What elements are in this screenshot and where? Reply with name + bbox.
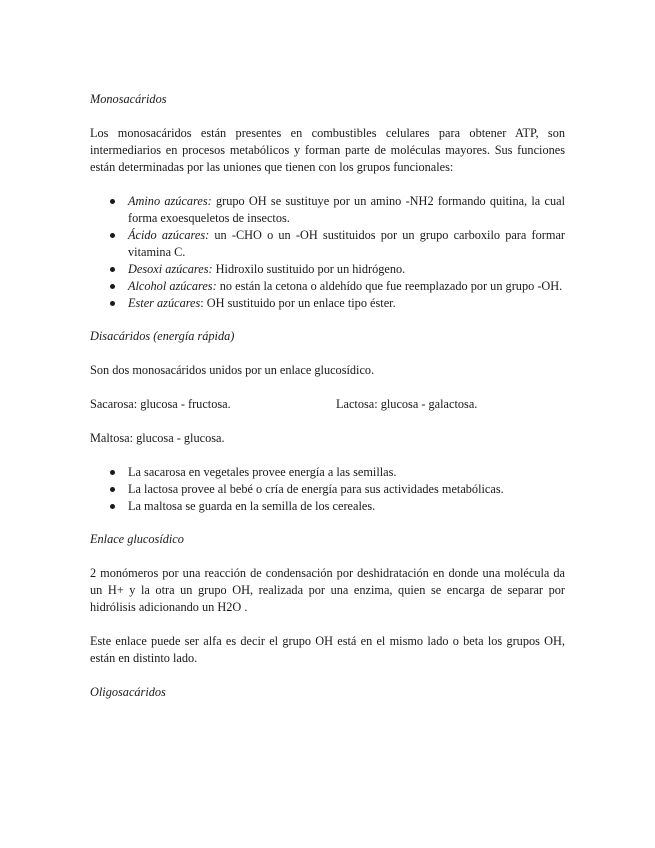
list-item-term: Ácido azúcares:: [128, 228, 215, 242]
document-page: [90, 91, 565, 701]
list-item-term: Alcohol azúcares:: [128, 279, 220, 293]
monosacaridos-intro: Los monosacáridos están presentes en combustibles celulares para obtener ATP, son intermediarios en procesos metabólicos y forman parte de moléculas mayores. Sus funciones están determinadas por las uniones que tienen con los grupos funcionales:: [90, 126, 565, 174]
maltosa-text: Maltosa: glucosa - glucosa.: [90, 431, 225, 445]
list-item: [128, 295, 565, 312]
oligosacaridos-heading: Oligosacáridos: [90, 685, 166, 699]
list-item-term: Amino azúcares:: [128, 194, 212, 208]
disacaridos-pair-row: [90, 396, 565, 413]
list-item: La sacarosa en vegetales provee energía a las semillas.: [128, 464, 565, 481]
list-item: [128, 193, 565, 227]
list-item-text: Hidroxilo sustituido por un hidrógeno.: [212, 262, 406, 276]
list-item-text: grupo OH se sustituye por un amino -NH2 formando quitina, la cual forma exoesqueletos de insectos.: [128, 194, 565, 225]
monosacaridos-list: [90, 193, 565, 312]
enlace-paragraph-1: 2 monómeros por una reacción de condensación por deshidratación en donde una molécula da un H+ y la otra un grupo OH, realizada por una enzima, quien se encarga de separar por hidrólisis adicionando un H2O .: [90, 566, 565, 614]
list-item: La lactosa provee al bebé o cría de energía para sus actividades metabólicas.: [128, 481, 565, 498]
disacaridos-list: [90, 464, 565, 515]
disacaridos-intro: Son dos monosacáridos unidos por un enlace glucosídico.: [90, 363, 375, 377]
enlace-heading: Enlace glucosídico: [90, 532, 184, 546]
list-item-term: Desoxi azúcares:: [128, 262, 213, 276]
lactosa-text: Lactosa: glucosa - galactosa.: [336, 397, 478, 411]
list-item-text: no están la cetona o aldehído que fue reemplazado por un grupo -OH.: [219, 279, 563, 293]
list-item: [128, 227, 565, 261]
list-item: [128, 278, 565, 295]
list-item-text: un -CHO o un -OH sustituidos por un grupo carboxilo para formar vitamina C.: [128, 228, 565, 259]
list-item: La maltosa se guarda en la semilla de los cereales.: [128, 498, 565, 515]
list-item-text: : OH sustituido por un enlace tipo éster.: [200, 296, 396, 310]
list-item: [128, 261, 565, 278]
disacaridos-heading: Disacáridos (energía rápida): [90, 329, 235, 343]
list-item-term: Ester azúcares: [128, 296, 201, 310]
enlace-paragraph-2: Este enlace puede ser alfa es decir el grupo OH está en el mismo lado o beta los grupos OH, están en distinto lado.: [90, 634, 565, 665]
monosacaridos-heading: Monosacáridos: [90, 92, 167, 106]
sacarosa-text: Sacarosa: glucosa - fructosa.: [90, 397, 231, 411]
